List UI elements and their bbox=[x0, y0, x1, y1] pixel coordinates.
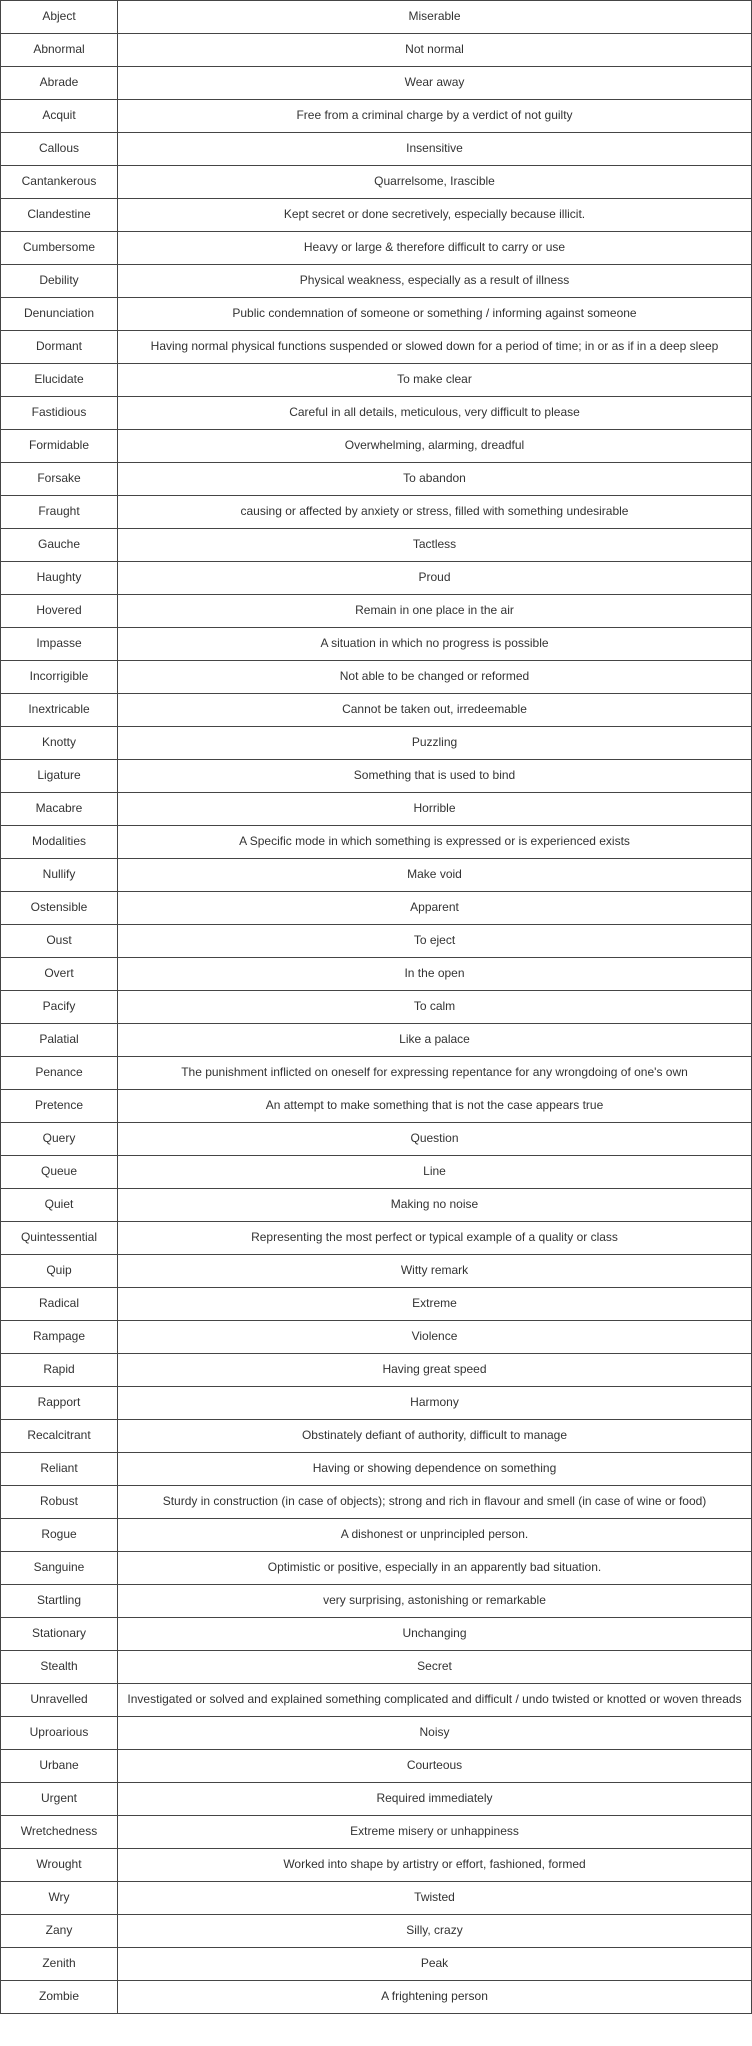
definition-cell: Witty remark bbox=[118, 1255, 752, 1288]
word-cell: Impasse bbox=[1, 628, 118, 661]
word-cell: Stealth bbox=[1, 1651, 118, 1684]
table-row bbox=[1, 166, 752, 199]
definition-cell: Kept secret or done secretively, especially because illicit. bbox=[118, 199, 752, 232]
table-row bbox=[1, 859, 752, 892]
table-row bbox=[1, 1486, 752, 1519]
word-cell: Recalcitrant bbox=[1, 1420, 118, 1453]
definition-cell: very surprising, astonishing or remarkable bbox=[118, 1585, 752, 1618]
definition-cell: Physical weakness, especially as a result of illness bbox=[118, 265, 752, 298]
word-cell: Urgent bbox=[1, 1783, 118, 1816]
word-cell: Debility bbox=[1, 265, 118, 298]
table-row bbox=[1, 199, 752, 232]
definition-cell: Worked into shape by artistry or effort, fashioned, formed bbox=[118, 1849, 752, 1882]
word-cell: Wry bbox=[1, 1882, 118, 1915]
definition-cell: Courteous bbox=[118, 1750, 752, 1783]
table-row bbox=[1, 1816, 752, 1849]
definition-cell: Having normal physical functions suspended or slowed down for a period of time; in or as if in a deep sleep bbox=[118, 331, 752, 364]
definition-cell: Extreme misery or unhappiness bbox=[118, 1816, 752, 1849]
definition-cell: Tactless bbox=[118, 529, 752, 562]
word-cell: Dormant bbox=[1, 331, 118, 364]
word-cell: Macabre bbox=[1, 793, 118, 826]
word-cell: Abject bbox=[1, 1, 118, 34]
word-cell: Abnormal bbox=[1, 34, 118, 67]
word-cell: Rogue bbox=[1, 1519, 118, 1552]
table-row bbox=[1, 925, 752, 958]
word-cell: Queue bbox=[1, 1156, 118, 1189]
word-cell: Ligature bbox=[1, 760, 118, 793]
definition-cell: Apparent bbox=[118, 892, 752, 925]
table-row bbox=[1, 1420, 752, 1453]
word-cell: Inextricable bbox=[1, 694, 118, 727]
word-cell: Wrought bbox=[1, 1849, 118, 1882]
definition-cell: Not able to be changed or reformed bbox=[118, 661, 752, 694]
table-row bbox=[1, 1255, 752, 1288]
table-row bbox=[1, 100, 752, 133]
table-row bbox=[1, 1354, 752, 1387]
table-row bbox=[1, 1090, 752, 1123]
table-row bbox=[1, 1981, 752, 2014]
table-row bbox=[1, 793, 752, 826]
word-cell: Rampage bbox=[1, 1321, 118, 1354]
table-row bbox=[1, 991, 752, 1024]
definition-cell: To make clear bbox=[118, 364, 752, 397]
definition-cell: Violence bbox=[118, 1321, 752, 1354]
table-row bbox=[1, 892, 752, 925]
definition-cell: Unchanging bbox=[118, 1618, 752, 1651]
definition-cell: Silly, crazy bbox=[118, 1915, 752, 1948]
table-row bbox=[1, 1, 752, 34]
table-row bbox=[1, 331, 752, 364]
definition-cell: The punishment inflicted on oneself for expressing repentance for any wrongdoing of one's own bbox=[118, 1057, 752, 1090]
word-cell: Palatial bbox=[1, 1024, 118, 1057]
definition-cell: Harmony bbox=[118, 1387, 752, 1420]
word-cell: Clandestine bbox=[1, 199, 118, 232]
definition-cell: Having or showing dependence on something bbox=[118, 1453, 752, 1486]
definition-cell: A Specific mode in which something is expressed or is experienced exists bbox=[118, 826, 752, 859]
word-cell: Oust bbox=[1, 925, 118, 958]
word-cell: Ostensible bbox=[1, 892, 118, 925]
word-cell: Uproarious bbox=[1, 1717, 118, 1750]
definition-cell: A frightening person bbox=[118, 1981, 752, 2014]
table-row bbox=[1, 1882, 752, 1915]
definition-cell: Proud bbox=[118, 562, 752, 595]
word-cell: Elucidate bbox=[1, 364, 118, 397]
table-row bbox=[1, 1321, 752, 1354]
definition-cell: Extreme bbox=[118, 1288, 752, 1321]
word-cell: Fraught bbox=[1, 496, 118, 529]
definition-cell: A dishonest or unprincipled person. bbox=[118, 1519, 752, 1552]
table-row bbox=[1, 463, 752, 496]
definition-cell: Investigated or solved and explained something complicated and difficult / undo twisted or knotted or woven threads bbox=[118, 1684, 752, 1717]
table-row bbox=[1, 1288, 752, 1321]
table-row bbox=[1, 1750, 752, 1783]
table-row bbox=[1, 595, 752, 628]
definition-cell: Horrible bbox=[118, 793, 752, 826]
definition-cell: Like a palace bbox=[118, 1024, 752, 1057]
table-row bbox=[1, 1156, 752, 1189]
table-row bbox=[1, 1519, 752, 1552]
word-cell: Robust bbox=[1, 1486, 118, 1519]
table-row bbox=[1, 1651, 752, 1684]
table-row bbox=[1, 661, 752, 694]
table-row bbox=[1, 34, 752, 67]
definition-cell: To abandon bbox=[118, 463, 752, 496]
definition-cell: Overwhelming, alarming, dreadful bbox=[118, 430, 752, 463]
definition-cell: Insensitive bbox=[118, 133, 752, 166]
definition-cell: To calm bbox=[118, 991, 752, 1024]
word-cell: Zany bbox=[1, 1915, 118, 1948]
definition-cell: Something that is used to bind bbox=[118, 760, 752, 793]
word-cell: Acquit bbox=[1, 100, 118, 133]
definition-cell: Heavy or large & therefore difficult to carry or use bbox=[118, 232, 752, 265]
word-cell: Startling bbox=[1, 1585, 118, 1618]
table-row bbox=[1, 67, 752, 100]
definition-cell: Free from a criminal charge by a verdict of not guilty bbox=[118, 100, 752, 133]
table-row bbox=[1, 298, 752, 331]
table-row bbox=[1, 1783, 752, 1816]
table-row bbox=[1, 364, 752, 397]
definition-cell: Representing the most perfect or typical example of a quality or class bbox=[118, 1222, 752, 1255]
table-row bbox=[1, 133, 752, 166]
definition-cell: Obstinately defiant of authority, difficult to manage bbox=[118, 1420, 752, 1453]
word-cell: Hovered bbox=[1, 595, 118, 628]
definition-cell: Quarrelsome, Irascible bbox=[118, 166, 752, 199]
word-cell: Quiet bbox=[1, 1189, 118, 1222]
definition-cell: Line bbox=[118, 1156, 752, 1189]
word-cell: Stationary bbox=[1, 1618, 118, 1651]
definition-cell: Question bbox=[118, 1123, 752, 1156]
table-row bbox=[1, 760, 752, 793]
word-cell: Abrade bbox=[1, 67, 118, 100]
definition-cell: A situation in which no progress is possible bbox=[118, 628, 752, 661]
definition-cell: Required immediately bbox=[118, 1783, 752, 1816]
word-cell: Reliant bbox=[1, 1453, 118, 1486]
definition-cell: Twisted bbox=[118, 1882, 752, 1915]
word-cell: Modalities bbox=[1, 826, 118, 859]
word-cell: Wretchedness bbox=[1, 1816, 118, 1849]
definition-cell: To eject bbox=[118, 925, 752, 958]
word-cell: Zombie bbox=[1, 1981, 118, 2014]
table-row bbox=[1, 1585, 752, 1618]
definition-cell: Cannot be taken out, irredeemable bbox=[118, 694, 752, 727]
table-row bbox=[1, 628, 752, 661]
definition-cell: causing or affected by anxiety or stress, filled with something undesirable bbox=[118, 496, 752, 529]
word-cell: Penance bbox=[1, 1057, 118, 1090]
word-cell: Gauche bbox=[1, 529, 118, 562]
table-row bbox=[1, 1948, 752, 1981]
table-row bbox=[1, 1189, 752, 1222]
word-cell: Quintessential bbox=[1, 1222, 118, 1255]
definition-cell: Remain in one place in the air bbox=[118, 595, 752, 628]
word-cell: Overt bbox=[1, 958, 118, 991]
table-row bbox=[1, 1024, 752, 1057]
table-row bbox=[1, 1849, 752, 1882]
word-cell: Rapport bbox=[1, 1387, 118, 1420]
definition-cell: Optimistic or positive, especially in an apparently bad situation. bbox=[118, 1552, 752, 1585]
definition-cell: Making no noise bbox=[118, 1189, 752, 1222]
word-cell: Sanguine bbox=[1, 1552, 118, 1585]
table-row bbox=[1, 958, 752, 991]
table-row bbox=[1, 1222, 752, 1255]
word-cell: Nullify bbox=[1, 859, 118, 892]
definition-cell: Make void bbox=[118, 859, 752, 892]
word-cell: Pretence bbox=[1, 1090, 118, 1123]
word-cell: Pacify bbox=[1, 991, 118, 1024]
word-cell: Radical bbox=[1, 1288, 118, 1321]
word-cell: Zenith bbox=[1, 1948, 118, 1981]
word-cell: Forsake bbox=[1, 463, 118, 496]
table-row bbox=[1, 1915, 752, 1948]
table-row bbox=[1, 232, 752, 265]
table-row bbox=[1, 1552, 752, 1585]
definition-cell: Wear away bbox=[118, 67, 752, 100]
word-cell: Urbane bbox=[1, 1750, 118, 1783]
table-row bbox=[1, 1684, 752, 1717]
table-row bbox=[1, 430, 752, 463]
definition-cell: In the open bbox=[118, 958, 752, 991]
word-cell: Query bbox=[1, 1123, 118, 1156]
word-cell: Haughty bbox=[1, 562, 118, 595]
table-row bbox=[1, 496, 752, 529]
definition-cell: Public condemnation of someone or something / informing against someone bbox=[118, 298, 752, 331]
table-row bbox=[1, 727, 752, 760]
definition-cell: Miserable bbox=[118, 1, 752, 34]
table-row bbox=[1, 1618, 752, 1651]
definition-cell: Having great speed bbox=[118, 1354, 752, 1387]
word-cell: Callous bbox=[1, 133, 118, 166]
word-cell: Cumbersome bbox=[1, 232, 118, 265]
table-row bbox=[1, 562, 752, 595]
table-row bbox=[1, 265, 752, 298]
table-row bbox=[1, 1123, 752, 1156]
table-row bbox=[1, 826, 752, 859]
word-cell: Unravelled bbox=[1, 1684, 118, 1717]
definition-cell: An attempt to make something that is not the case appears true bbox=[118, 1090, 752, 1123]
word-cell: Rapid bbox=[1, 1354, 118, 1387]
word-cell: Denunciation bbox=[1, 298, 118, 331]
table-row bbox=[1, 529, 752, 562]
definition-cell: Secret bbox=[118, 1651, 752, 1684]
vocabulary-table-body bbox=[1, 1, 752, 2014]
table-row bbox=[1, 397, 752, 430]
definition-cell: Sturdy in construction (in case of objects); strong and rich in flavour and smell (in case of wine or food) bbox=[118, 1486, 752, 1519]
word-cell: Quip bbox=[1, 1255, 118, 1288]
word-cell: Fastidious bbox=[1, 397, 118, 430]
table-row bbox=[1, 1387, 752, 1420]
word-cell: Cantankerous bbox=[1, 166, 118, 199]
word-cell: Formidable bbox=[1, 430, 118, 463]
definition-cell: Noisy bbox=[118, 1717, 752, 1750]
definition-cell: Peak bbox=[118, 1948, 752, 1981]
definition-cell: Careful in all details, meticulous, very difficult to please bbox=[118, 397, 752, 430]
table-row bbox=[1, 1453, 752, 1486]
word-cell: Incorrigible bbox=[1, 661, 118, 694]
table-row bbox=[1, 1717, 752, 1750]
table-row bbox=[1, 1057, 752, 1090]
word-cell: Knotty bbox=[1, 727, 118, 760]
definition-cell: Not normal bbox=[118, 34, 752, 67]
definition-cell: Puzzling bbox=[118, 727, 752, 760]
table-row bbox=[1, 694, 752, 727]
